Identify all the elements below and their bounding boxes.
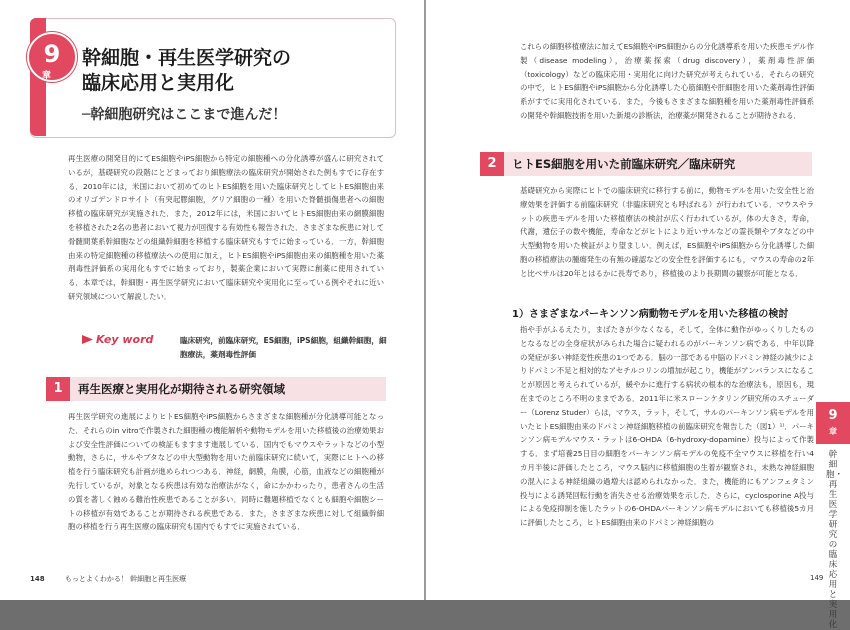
- section-paragraph: 基礎研究から実際にヒトでの臨床研究に移行する前に，動物モデルを用いた安全性と治療効果を評価する前臨床研究（非臨床研究とも呼ばれる）が行われている．マウスやラットの疾患モデルを用いた移植療法の検討が広く行われているが，体の大きさ，寿命，代謝，遺伝子の数や機能，寿命などがヒトにより近いサルなどの霊長類やブタなどの中大型動物を用いた検証がより望ましい．例えば，ES細胞やiPS細胞から分化誘導した細胞の移植療法の腫瘍発生の有無の確認などの安全性を評価するにも，マウスの寿命の2年と比べサルは20年とはるかに長寿であり，移植後のより長期間の観察が可能となる．: [520, 186, 814, 278]
- top-paragraph: これらの細胞移植療法に加えてES細胞やiPS細胞からの分化誘導系を用いた疾患モデル作製（disease modeling），治療薬探索（drug discovery），薬剤毒性評価（toxicology）などの臨床応用・実用化に向けた研究が考えられている．それらの研究の中で，ヒトES細胞やiPS細胞から分化誘導した心筋細胞や肝細胞を用いた薬剤毒性評価系がすでに実用化されている．また，今後もさまざまな細胞種を用いた薬剤毒性評価系の開発や幹細胞技術を用いた新規の診断法，治療薬が開発されることが期待される．: [520, 42, 814, 120]
- chapter-badge: [27, 32, 77, 82]
- side-tab-label: 幹細胞・再生医学研究の臨床応用と実用化: [826, 450, 844, 630]
- subsection-paragraph: 指や手がふるえたり，まばたきが少なくなる，そして，全体に動作がゆっくりしたものとなるなどの全身症状がみられた場合に疑われるのがパーキンソン病である．中年以降の発症が多い神経変性疾患の1つである．脳の一部である中脳のドパミン神経の減少によりドパミン不足と相対的なアセチルコリンの増加が起こり，機能がアンバランスになることが原因と考えられているが，緩やかに進行する病状の根本的な治療法も，原因も，現在までのところ不明のままである．2011年に米スローンケタリング研究所のスチューダー（Lorenz Studer）らは，マウス，ラット，そして，サルのパーキンソン病モデルを用いたヒトES細胞由来のドパミン神経細胞移植の前臨床研究を報告した（図1）¹⁾．パーキンソン病モデルマウス・ラットは6-OHDA（6-hydroxy-dopamine）投与によって作製する．まず培養25日目の細胞をパーキンソン病モデルの免疫不全マウスに移植を行い4カ月半後に評価したところ，マウス脳内に移植細胞の生着が観察され，未熟な神経細胞の混入による神経組織の過増大は認められなかった．また，機能的にもアンフェタミン投与による誘発回転行動を消失させる治療効果を示した．さらに，cyclosporine A投与による免疫抑制を施したラットの6-OHDAパーキンソン病モデルにおいても移植後5カ月に評価したところ，ヒトES細胞由来のドパミン神経細胞の: [520, 325, 815, 528]
- section-paragraph: 再生医学研究の進展によりヒトES細胞やiPS細胞からさまざまな細胞種が分化誘導可能となった．それらのin vitroで作製された細胞種の機能解析や動物モデルを用いた移植後の治療効果および安全性評価についての検証もますます進展している．国内でもマウスやラットなどの小型動物，さらに，サルやブタなどの中大型動物を用いた前臨床研究に続いて，実際にヒトへの移植を行う臨床研究も計画が進められつつある．神経，網膜，角膜，心筋，血液などの細胞種が先行しているが，対象となる疾患は有効な治療法がなく，命にかかわったり，患者さんの生活の質を著しく蝕める難治性疾患であることが多い．同時に難題移植でなくとも細胞や細胞シートの移植が有効であることが期待される疾患である．また，さまざまな疾患に対して組織幹細胞の移植を行う再生医療の臨床研究も国内でもすでに実施されている．: [68, 412, 384, 532]
- left-footer: [30, 574, 186, 584]
- side-tab-badge: [816, 402, 850, 444]
- chapter-title-line1: 幹細胞・再生医学研究の: [82, 47, 292, 69]
- chapter-title-line2: 臨床応用と実用化: [82, 72, 235, 94]
- intro-paragraph: 再生医療の開発目的にてES細胞やiPS細胞から特定の細胞種への分化誘導が盛んに研究されているが，基礎研究の段階にとどまっており細胞療法の臨床研究が開始された例もすでに存在する．2010年には，米国において初めてのヒトES細胞を用いた臨床研究としてヒトES細胞由来のオリゴデンドロサイト（有突起膠細胞，グリア細胞の一種）を用いた脊髄損傷患者への細胞移植の臨床研究が実施された．また，2012年には，米国においてヒトES細胞由来の網膜細胞を移植された2名の患者において視力が回復する有効性も報告された．さまざまな疾患に対して骨髄間葉系幹細胞などの組織幹細胞を移植する臨床研究もすでに始まっている．一方，幹細胞由来の特定細胞種の移植療法への使用に加え，ヒトES細胞やiPS細胞由来の細胞種を用いた薬剤毒性評価系の実用化もすでに始まっており，製薬企業において実際に創薬に使用されている．本章では，幹細胞・再生医学研究において臨床研究や実用化に至っている例やそれに近い研究領域について解説したい．: [68, 154, 384, 301]
- side-tab-number: 9: [828, 408, 838, 423]
- section-title: 再生医療と実用化が期待される研究領域: [78, 382, 285, 396]
- right-footer-page-number: 149: [810, 574, 824, 582]
- left-page: [0, 0, 424, 600]
- section-number: 1: [46, 377, 70, 401]
- right-page: [426, 0, 850, 630]
- side-tab-unit: 章: [829, 427, 837, 436]
- chapter-unit: 章: [42, 71, 52, 81]
- chapter-subtitle: ─幹細胞研究はここまで進んだ！: [82, 107, 287, 123]
- page-number: 148: [30, 575, 45, 583]
- section-number: 2: [480, 152, 504, 176]
- keyword-arrow-icon: [82, 335, 93, 344]
- chapter-number: 9: [43, 40, 61, 68]
- section-title: ヒトES細胞を用いた前臨床研究／臨床研究: [512, 157, 736, 171]
- keyword-list: 臨床研究，前臨床研究，ES細胞，iPS細胞，組織幹細胞，細胞療法，薬剤毒性評価: [180, 336, 387, 359]
- keyword-label: Key word: [96, 333, 154, 346]
- section-heading: [46, 377, 386, 401]
- subsection-title: 1）さまざまなパーキンソン病動物モデルを用いた移植の検討: [512, 309, 789, 320]
- chapter-title: [82, 46, 382, 96]
- section-heading: [480, 152, 812, 176]
- running-title: もっとよくわかる！ 幹細胞と再生医療: [64, 575, 187, 583]
